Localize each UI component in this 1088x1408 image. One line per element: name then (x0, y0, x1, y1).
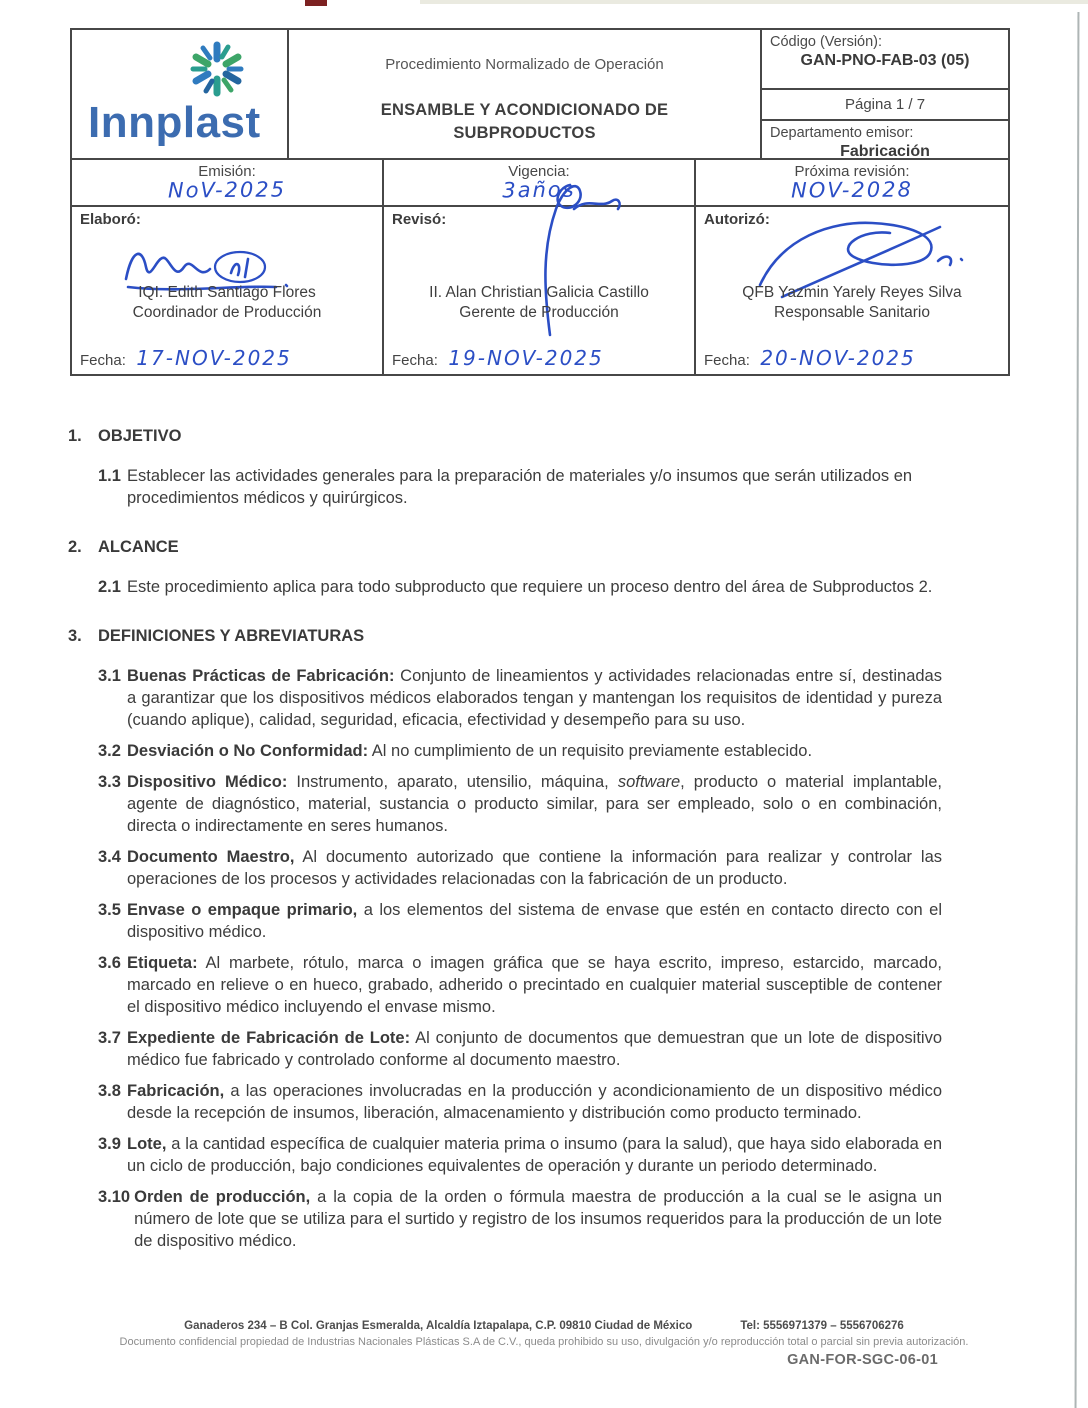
item-number: 3.8 (98, 1082, 121, 1100)
item-number: 3.2 (98, 742, 121, 760)
item-text: Al no cumplimiento de un requisito previamente establecido. (368, 742, 813, 760)
item-text: a la copia de la orden o fórmula maestra de producción a la cual se le asigna un número de lote que se utiliza para el surtido y registro de los insumos requeridos para la producción de un lote de dispositivo médico. (134, 1188, 943, 1250)
item-text: a las operaciones involucradas en la producción y acondicionamiento de un dispositivo médico desde la recepción de insumos, liberación, almacenamiento y distribución como producto terminado. (127, 1082, 942, 1122)
item-text: a los elementos del sistema de envase que estén en contacto directo con el dispositivo médico. (127, 901, 942, 941)
emission-handwritten-value: NoV-2025 (167, 177, 287, 203)
footer-phone: Tel: 5556971379 – 5556706276 (740, 1320, 904, 1332)
reviewed-role-label: Revisó: (392, 211, 447, 228)
item-2-1 (98, 576, 942, 598)
elaborated-cell (72, 207, 384, 376)
item-term: Lote, (127, 1135, 167, 1153)
item-term: Buenas Prácticas de Fabricación: (127, 667, 395, 685)
scan-edge-line (1075, 12, 1080, 1408)
item-text: , producto o material implantable, agente de diagnóstico, material, sustancia o producto similar, para ser empleado, solo o en combinación, directa o indirectamente en seres humanos. (127, 773, 942, 835)
elaborated-title: Coordinador de Producción (132, 304, 322, 321)
item-text: a la cantidad específica de cualquier materia prima o insumo (para la salud), que haya sido elaborada en un ciclo de producción, bajo condiciones equivalentes de operación y durante un periodo determinado. (127, 1135, 942, 1175)
item-3-9 (98, 1133, 942, 1177)
next-review-label: Próxima revisión: (794, 163, 910, 180)
item-italic-word: software (617, 773, 681, 791)
item-number: 1.1 (98, 467, 121, 485)
emission-label: Emisión: (198, 163, 256, 180)
item-1-1 (98, 465, 942, 509)
item-text: Al marbete, rótulo, marca o imagen gráfica que se haya escrito, impreso, estarcido, marcado, marcado en relieve o en hueco, grabado, adherido o precintado en cualquier material susceptible de contener el dispositivo médico incluyendo el envase mismo. (127, 954, 942, 1016)
item-number: 3.6 (98, 954, 121, 972)
item-number: 3.3 (98, 773, 121, 791)
department-label: Departamento emisor: (770, 125, 914, 141)
reviewed-title: Gerente de Producción (459, 304, 619, 321)
item-text: Al conjunto de documentos que demuestran que un lote de dispositivo médico fue fabricado y controlado conforme al documento maestro. (127, 1029, 942, 1069)
document-title-line1: ENSAMBLE Y ACONDICIONADO DE (380, 101, 669, 119)
section-number: 3. (68, 627, 82, 645)
item-term: Dispositivo Médico: (127, 773, 288, 791)
item-3-1 (98, 665, 942, 731)
item-number: 3.9 (98, 1135, 121, 1153)
item-text: Conjunto de lineamientos y actividades relacionadas entre sí, destinadas a garantizar que los dispositivos médicos elaborados tengan y mantengan los requisitos de identidad y pureza (cuando aplique), calidad, seguridad, eficacia, efectividad y desempeño para su uso. (127, 667, 942, 729)
header-table (70, 28, 1010, 376)
innplast-logo-text: Innplast (88, 98, 261, 147)
elaborated-name: IQI. Edith Santiago Flores (138, 284, 316, 301)
item-number: 2.1 (98, 578, 121, 596)
reviewed-handwritten-date: 19-NOV-2025 (448, 346, 604, 370)
item-number: 3.1 (98, 667, 121, 685)
item-3-10 (98, 1186, 942, 1252)
reviewed-date-row (392, 346, 604, 370)
department-value: Fabricación (840, 143, 930, 160)
code-label: Código (Versión): (770, 34, 883, 50)
item-3-2 (98, 740, 942, 762)
footer-address: Ganaderos 234 – B Col. Granjas Esmeralda, Alcaldía Iztapalapa, C.P. 09810 Ciudad de México (184, 1320, 693, 1332)
reviewed-cell (384, 207, 696, 376)
elaborated-handwritten-date: 17-NOV-2025 (136, 346, 292, 370)
elaborated-date-label: Fecha: (80, 352, 126, 369)
section-title: ALCANCE (98, 538, 179, 556)
footer-confidential-note: Documento confidencial propiedad de Industrias Nacionales Plásticas S.A de C.V., queda prohibido su uso, divulgación y/o reproducción total o parcial sin previa autorización. (119, 1336, 969, 1348)
document-type: Procedimiento Normalizado de Operación (385, 56, 664, 73)
reviewed-name: II. Alan Christian Galicia Castillo (429, 284, 649, 301)
authorized-handwritten-date: 20-NOV-2025 (760, 346, 916, 370)
page-footer (0, 1320, 1088, 1368)
authorized-person (696, 283, 1008, 323)
innplast-snowflake-icon (186, 38, 248, 100)
item-term: Documento Maestro, (127, 848, 295, 866)
elaborated-person (72, 283, 382, 323)
item-3-5 (98, 899, 942, 943)
item-term: Etiqueta: (127, 954, 198, 972)
section-title: OBJETIVO (98, 427, 182, 445)
code-cell (762, 30, 1008, 90)
item-3-3 (98, 771, 942, 837)
authorized-role-label: Autorizó: (704, 211, 770, 228)
item-3-6 (98, 952, 942, 1018)
item-text: Instrumento, aparato, utensilio, máquina, (287, 773, 618, 791)
page-cell (762, 90, 1008, 121)
authorized-cell (696, 207, 1008, 376)
authorized-date-label: Fecha: (704, 352, 750, 369)
header-meta-stack (762, 30, 1008, 160)
authorized-date-row (704, 346, 916, 370)
item-text: Establecer las actividades generales para la preparación de materiales y/o insumos que serán utilizados en procedimientos médicos y quirúrgicos. (127, 467, 913, 507)
page-number: Página 1 / 7 (844, 96, 926, 113)
logo-cell (72, 30, 289, 160)
item-text: Al documento autorizado que contiene la información para realizar y controlar las operaciones de los procesos y actividades relacionadas con la fabricación de un producto. (127, 848, 942, 888)
elaborated-role-label: Elaboró: (80, 211, 141, 228)
document-title (289, 99, 760, 145)
section-title: DEFINICIONES Y ABREVIATURAS (98, 627, 365, 645)
scan-edge-artifact (420, 0, 1088, 4)
item-term: Orden de producción, (134, 1188, 311, 1206)
document-body (65, 425, 942, 1261)
code-value: GAN-PNO-FAB-03 (05) (800, 52, 970, 69)
item-number: 3.4 (98, 848, 121, 866)
item-number: 3.5 (98, 901, 121, 919)
footer-form-code: GAN-FOR-SGC-06-01 (787, 1352, 938, 1368)
authorized-name: QFB Yazmin Yarely Reyes Silva (742, 284, 962, 301)
item-text: Este procedimiento aplica para todo subproducto que requiere un proceso dentro del área de Subproductos 2. (127, 578, 933, 596)
item-term: Expediente de Fabricación de Lote: (127, 1029, 411, 1047)
document-title-line2: SUBPRODUCTOS (453, 124, 596, 142)
section-number: 2. (68, 538, 82, 556)
item-3-8 (98, 1080, 942, 1124)
next-review-handwritten-value: NOV-2028 (790, 177, 914, 203)
footer-address-row (0, 1320, 1088, 1332)
authorized-title: Responsable Sanitario (774, 304, 930, 321)
item-number: 3.7 (98, 1029, 121, 1047)
section-heading-objetivo (65, 425, 942, 447)
validity-label: Vigencia: (508, 163, 570, 180)
elaborated-date-row (80, 346, 292, 370)
item-3-7 (98, 1027, 942, 1071)
section-number: 1. (68, 427, 82, 445)
section-heading-alcance (65, 536, 942, 558)
item-3-4 (98, 846, 942, 890)
item-term: Envase o empaque primario, (127, 901, 358, 919)
item-term: Fabricación, (127, 1082, 225, 1100)
section-heading-definiciones (65, 625, 942, 647)
reviewed-date-label: Fecha: (392, 352, 438, 369)
scan-red-artifact (305, 0, 327, 6)
item-term: Desviación o No Conformidad: (127, 742, 369, 760)
validity-handwritten-value: 3años (502, 177, 576, 203)
innplast-logo (86, 36, 276, 154)
reviewed-person (384, 283, 694, 323)
department-cell (762, 121, 1008, 160)
emission-cell (72, 160, 384, 207)
item-number: 3.10 (98, 1188, 131, 1206)
title-cell (289, 30, 762, 160)
next-review-cell (696, 160, 1008, 207)
